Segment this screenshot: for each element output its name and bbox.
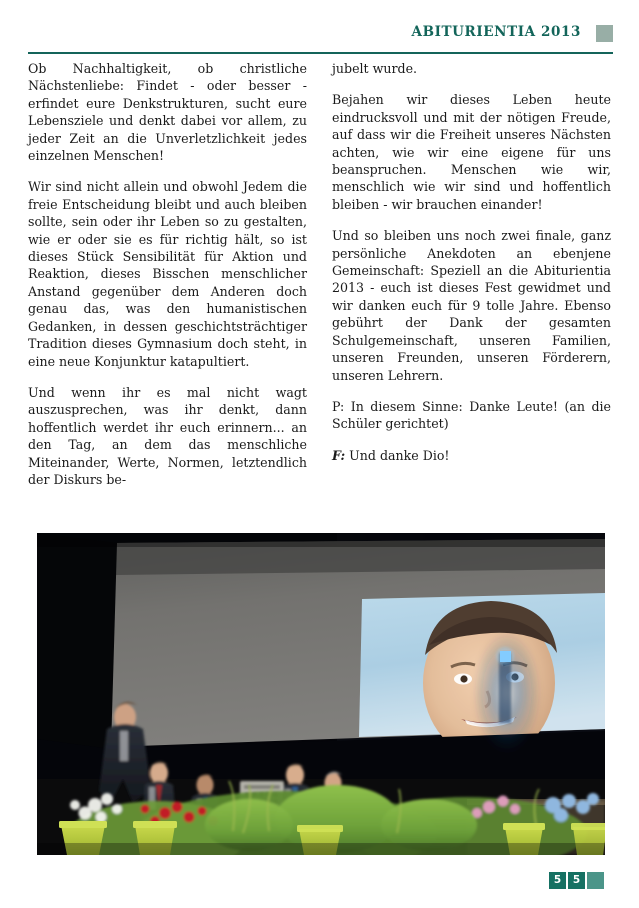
right-column bbox=[332, 60, 611, 488]
paragraph: Bejahen wir dieses Leben heute eindrucksvoll und mit der nötigen Freude, auf dass wir die Freiheit unseres Nächsten achten, wie wir eine eigene für uns beanspruchen. Menschen wie wir, menschlich wie wir sind und hoffentlich bleiben - wir brauchen einander! bbox=[332, 92, 611, 212]
paragraph: Und so bleiben uns noch zwei finale, ganz persönliche Anekdoten an ebenjene Gemeinschaft: Speziell an die Abiturientia 2013 - euch ist dieses Fest gewidmet und wir danken euch für 9 tolle Jahre. Ebenso gebührt der Dank der gesamten Schulgemeinschaft, unseren Familien, unseren Freunden, unseren Förderern, unseren Lehrern. bbox=[332, 228, 611, 383]
event-photo-image bbox=[37, 533, 605, 855]
paragraph: jubelt wurde. bbox=[332, 61, 418, 76]
quote-paragraph-f bbox=[332, 447, 611, 464]
header-marker-square bbox=[596, 25, 613, 42]
article-columns bbox=[28, 60, 611, 488]
page-digit-box: 5 bbox=[568, 872, 585, 889]
speaker-initial-p: P: bbox=[332, 398, 345, 414]
page-footer-marker-square bbox=[587, 872, 604, 889]
speaker-initial-f: F: bbox=[332, 447, 346, 463]
quote-text-f: Und danke Dio! bbox=[345, 447, 450, 463]
event-photo bbox=[37, 533, 605, 855]
left-column bbox=[28, 60, 307, 488]
page-number-footer bbox=[549, 872, 604, 889]
header-title: ABITURIENTIA 2013 bbox=[411, 24, 581, 40]
header-divider-rule bbox=[28, 52, 613, 54]
quote-text-p: In diesem Sinne: Danke Leute! (an die Schüler gerichtet) bbox=[332, 398, 611, 432]
paragraph: Wir sind nicht allein und obwohl Jedem die freie Entscheidung bleibt und auch bleiben sollte, sein oder ihr Leben so zu gestalten, wie er oder sie es für richtig hält, so ist dieses Stück Sensibilität für Aktion und Reaktion, dieses Bisschen menschlicher Anstand gegenüber dem Anderen doch genau das, was den humanistischen Gedanken, in dessen geschichtsträchtiger Tradition dieses Gymnasium doch steht, in eine neue Konjunktur katapultiert. bbox=[28, 179, 307, 369]
page-header bbox=[28, 24, 613, 52]
quote-paragraph-p bbox=[332, 398, 611, 433]
paragraph: Und wenn ihr es mal nicht wagt auszusprechen, was ihr denkt, dann hoffentlich werdet ihr euch erinnern... an den Tag, an dem das menschliche Miteinander, Werte, Normen, letztendlich der Diskurs be- bbox=[28, 384, 307, 487]
paragraph: Ob Nachhaltigkeit, ob christliche Nächstenliebe: Findet - oder besser - erfindet eure Denkstrukturen, sucht eure Lebensziele und denkt dabei vor allem, zu jeder Zeit an die Unverletzlichkeit jedes einzelnen Menschen! bbox=[28, 61, 307, 164]
page-digit-box: 5 bbox=[549, 872, 566, 889]
